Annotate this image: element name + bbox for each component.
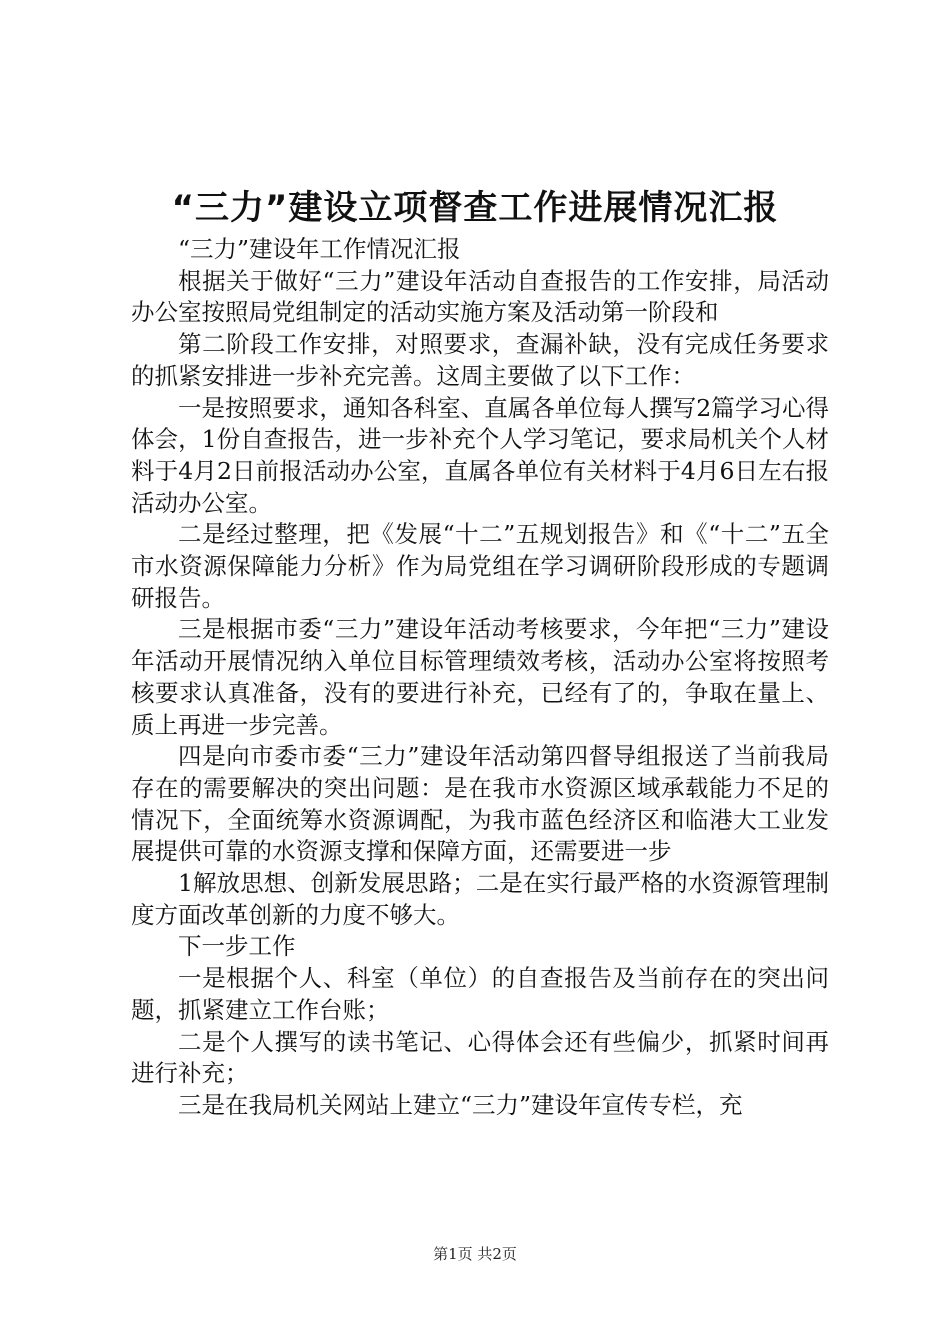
page-number-footer: 第1页 共2页 xyxy=(433,1245,517,1263)
paragraph: 一是按照要求，通知各科室、直属各单位每人撰写2篇学习心得体会，1份自查报告，进一步补充个人学习笔记，要求局机关个人材料于4月2日前报活动办公室，直属各单位有关材料于4月6日左右报活动办公室。 xyxy=(131,393,829,517)
paragraph: 下一步工作 xyxy=(178,932,296,961)
paragraph: 第二阶段工作安排，对照要求，查漏补缺，没有完成任务要求的抓紧安排进一步补充完善。这周主要做了以下工作： xyxy=(131,330,829,390)
paragraph: 三是在我局机关网站上建立“三力”建设年宣传专栏，充 xyxy=(178,1090,743,1119)
document-title: “三力”建设立项督查工作进展情况汇报 xyxy=(171,188,779,228)
paragraph: 二是经过整理，把《发展“十二”五规划报告》和《“十二”五全市水资源保障能力分析》作为局党组在学习调研阶段形成的专题调研报告。 xyxy=(131,520,829,612)
document-body xyxy=(131,234,829,1122)
paragraph: 1解放思想、创新发展思路；二是在实行最严格的水资源管理制度方面改革创新的力度不够大。 xyxy=(131,869,829,929)
paragraph: 四是向市委市委“三力”建设年活动第四督导组报送了当前我局存在的需要解决的突出问题：是在我市水资源区域承载能力不足的情况下，全面统筹水资源调配，为我市蓝色经济区和临港大工业发展提供可靠的水资源支撑和保障方面，还需要进一步 xyxy=(131,742,829,866)
paragraph: “三力”建设年工作情况汇报 xyxy=(178,235,461,263)
paragraph: 一是根据个人、科室（单位）的自查报告及当前存在的突出问题，抓紧建立工作台账； xyxy=(131,964,829,1024)
paragraph: 三是根据市委“三力”建设年活动考核要求，今年把“三力”建设年活动开展情况纳入单位目标管理绩效考核，活动办公室将按照考核要求认真准备，没有的要进行补充，已经有了的，争取在量上、质上再进一步完善。 xyxy=(131,615,829,739)
paragraph: 二是个人撰写的读书笔记、心得体会还有些偏少，抓紧时间再进行补充； xyxy=(131,1027,829,1088)
paragraph: 根据关于做好“三力”建设年活动自查报告的工作安排，局活动办公室按照局党组制定的活动实施方案及活动第一阶段和 xyxy=(131,266,829,327)
